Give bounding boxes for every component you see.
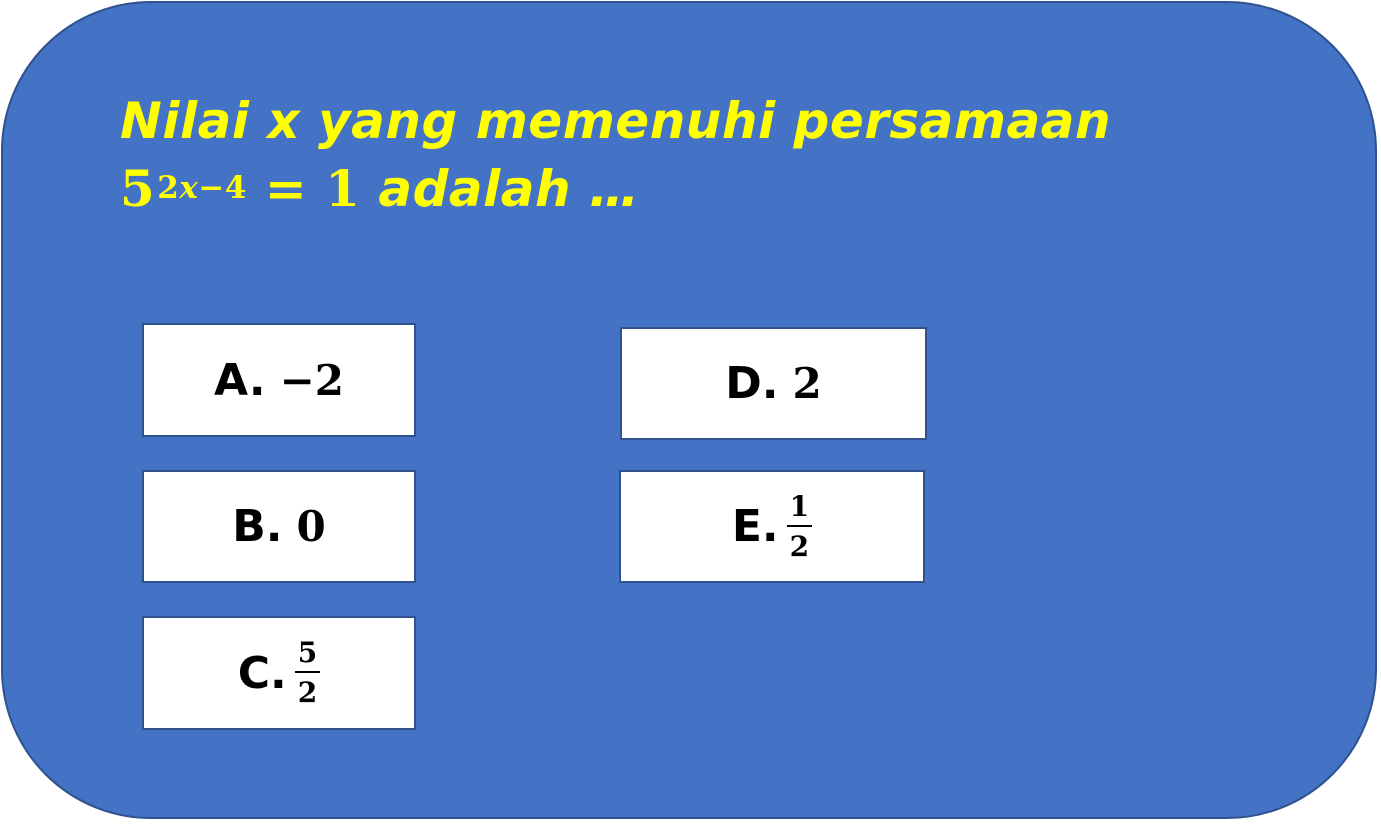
option-c-letter: C. [237, 647, 287, 699]
option-c-button[interactable] [142, 616, 416, 730]
equation [120, 159, 360, 218]
option-c-denominator: 2 [297, 676, 318, 709]
question-suffix: adalah … [378, 160, 640, 218]
option-a-letter: A. [213, 354, 266, 406]
question-line-1: Nilai x yang memenuhi persamaan [120, 92, 1112, 150]
option-d-value: 2 [792, 359, 822, 408]
question-line-2 [120, 155, 1111, 230]
exponent-coefficient: 2 [157, 170, 180, 206]
option-b-button[interactable] [142, 470, 416, 583]
option-d-letter: D. [725, 358, 779, 409]
equation-base: 5 [120, 159, 156, 218]
question-text [120, 87, 1111, 230]
option-b-letter: B. [232, 501, 283, 552]
option-c-numerator: 5 [295, 638, 320, 673]
option-e-fraction [787, 489, 812, 563]
exponent-constant: −4 [198, 170, 247, 206]
equation-rhs: = 1 [264, 159, 361, 218]
option-b-value: 0 [296, 502, 326, 551]
option-c-fraction [295, 638, 320, 708]
exponent-variable: x [179, 170, 199, 206]
option-a-button[interactable] [142, 323, 416, 437]
equation-exponent [157, 170, 247, 206]
option-e-letter: E. [731, 501, 779, 552]
option-e-button[interactable] [619, 470, 925, 583]
option-a-value: −2 [279, 355, 344, 405]
option-e-denominator: 2 [789, 529, 810, 563]
option-d-button[interactable] [620, 327, 927, 440]
option-e-numerator: 1 [787, 492, 812, 527]
